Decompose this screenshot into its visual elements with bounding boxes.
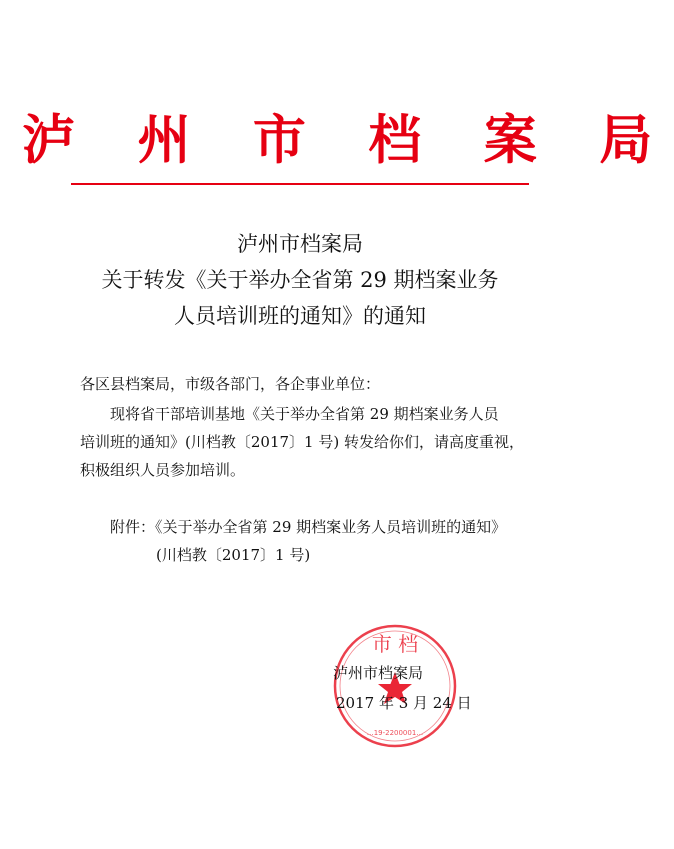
body-line: 现将省干部培训基地《关于举办全省第 29 期档案业务人员 xyxy=(110,405,499,423)
attachment xyxy=(110,513,506,569)
attachment-line: (川档教〔2017〕1 号) xyxy=(156,546,311,564)
document-title xyxy=(0,226,600,334)
title-line: 泸州市档案局 xyxy=(237,232,363,256)
attachment-line: 附件：《关于举办全省第 29 期档案业务人员培训班的通知》 xyxy=(110,518,507,536)
body-paragraph xyxy=(80,400,530,484)
official-seal xyxy=(332,623,458,749)
title-line: 关于转发《关于举办全省第 29 期档案业务 xyxy=(101,268,499,292)
body-line: 培训班的通知》(川档教〔2017〕1 号) 转发给你们，请高度重视， xyxy=(80,433,524,451)
title-line: 人员培训班的通知》的通知 xyxy=(174,304,426,328)
salutation: 各区县档案局，市级各部门，各企事业单位： xyxy=(80,375,381,393)
seal-bottom-code: …19-2200001… xyxy=(366,729,424,737)
signature-date: 2017 年 3 月 24 日 xyxy=(336,694,472,712)
letterhead-title: 泸 州 市 档 案 局 xyxy=(22,109,674,171)
signature: 泸州市档案局 xyxy=(333,664,424,682)
letterhead-rule xyxy=(71,183,529,185)
body-line: 积极组织人员参加培训。 xyxy=(80,461,246,479)
seal-top-text: 市 档 xyxy=(371,632,419,656)
